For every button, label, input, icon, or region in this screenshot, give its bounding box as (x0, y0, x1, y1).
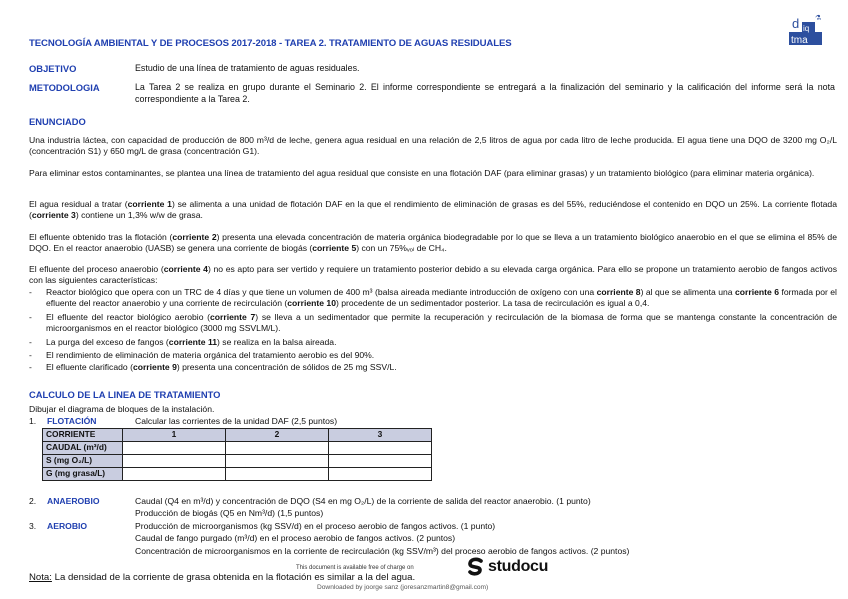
table-row (43, 455, 432, 468)
availability-text: This document is available free of charge on (296, 565, 414, 571)
stream-ref: corriente 3 (31, 210, 76, 221)
flotation-results-table (42, 428, 432, 481)
item-3-number: 3. (29, 521, 37, 531)
item-2-line-1: Caudal (Q4 en m³/d) y concentración de DQO (S4 en mg O₂/L) de la corriente de salida del reactor anaerobio. (1 punto) (135, 496, 591, 506)
table-cell[interactable] (226, 442, 329, 455)
diqtma-logo (789, 12, 822, 45)
logo-corner-glyph: ⚗ (815, 15, 822, 22)
footnote-label: Nota: (29, 572, 52, 583)
logo-mid-letters: iq (803, 24, 810, 33)
item-2-number: 2. (29, 496, 37, 506)
download-attribution: Downloaded by joorge sanz (joresanzmartin8@gmail.com) (317, 584, 489, 591)
metodologia-label: METODOLOGIA (29, 82, 100, 93)
list-item: - Reactor biológico que opera con un TRC de 4 días y que tiene un volumen de 400 m³ (balsa aireada mediante introducción de oxígeno con una corriente 8) al que se alimenta una corriente 6 formada por el efluente del reactor anaerobio y una corriente de recirculación (corriente 10) procedente de un sedimentador posterior. La tasa de recirculación es igual a 0,4. (29, 287, 837, 309)
item-1-number: 1. (29, 416, 37, 426)
table-header-cell: 3 (329, 429, 432, 442)
table-cell[interactable] (123, 468, 226, 481)
stream-ref: corriente 2 (172, 232, 217, 242)
item-2-label: ANAEROBIO (47, 496, 100, 506)
objetivo-label: OBJETIVO (29, 63, 77, 74)
metodologia-text: La Tarea 2 se realiza en grupo durante el Seminario 2. El informe correspondiente se entregará a la finalización del seminario y la calificación del informe será la nota correspondiente a la Tarea 2. (135, 82, 835, 104)
list-item: - El rendimiento de eliminación de materia orgánica del tratamiento aerobio es del 90%. (29, 350, 375, 360)
stream-ref: corriente 5 (312, 243, 357, 254)
logo-top-letter: d (792, 16, 800, 31)
enunciado-heading: ENUNCIADO (29, 116, 86, 127)
stream-ref: corriente 1 (127, 199, 172, 209)
studocu-brand: studocu (488, 558, 549, 575)
logo-bottom-letters: tma (791, 35, 808, 45)
item-3-label: AEROBIO (47, 521, 88, 531)
item-2-line-2: Producción de biogás (Q5 en Nm³/d) (1,5 puntos) (135, 508, 324, 518)
table-row (43, 442, 432, 455)
table-cell[interactable] (329, 442, 432, 455)
table-cell[interactable] (123, 442, 226, 455)
table-cell[interactable] (226, 468, 329, 481)
item-1-label: FLOTACIÓN (47, 416, 97, 426)
document-title: TECNOLOGÍA AMBIENTAL Y DE PROCESOS 2017-2018 - TAREA 2. TRATAMIENTO DE AGUAS RESIDUALES (29, 38, 512, 49)
list-item: - La purga del exceso de fangos (corriente 11) se realiza en la balsa aireada. (29, 337, 337, 347)
table-cell[interactable] (123, 455, 226, 468)
enunciado-paragraph-1: Una industria láctea, con capacidad de producción de 800 m³/d de leche, genera agua residual en una relación de 2,5 litros de agua por cada litro de leche producida. El agua tiene una DQO de 3200 mg O₂/L (concentración S1) y 650 mg/L de grasa (concentración G1). (29, 135, 837, 157)
item-3-line-1: Producción de microorganismos (kg SSV/d) en el proceso aerobio de fangos activos. (1 punto) (135, 521, 496, 531)
calculo-intro: Dibujar el diagrama de bloques de la instalación. (29, 404, 215, 414)
list-item: - El efluente del reactor biológico aerobio (corriente 7) se lleva a un sedimentador que permite la recuperación y recirculación de la biomasa de forma que se mantenga constante la concentración de microorganismos en el reactor biológico (3000 mg SSVLM/L). (29, 312, 837, 334)
objetivo-text: Estudio de una línea de tratamiento de aguas residuales. (135, 63, 360, 73)
item-3-line-3: Concentración de microorganismos en la corriente de recirculación (kg SSV/m³) del proceso aerobio de fangos activos. (2 puntos) (135, 546, 630, 556)
studocu-watermark[interactable] (296, 556, 549, 577)
table-cell[interactable] (329, 468, 432, 481)
table-cell[interactable] (329, 455, 432, 468)
calculo-heading: CALCULO DE LA LINEA DE TRATAMIENTO (29, 389, 221, 400)
table-cell[interactable] (226, 455, 329, 468)
enunciado-paragraph-4: El efluente obtenido tras la flotación (corriente 2) presenta una elevada concentración de materia orgánica biodegradable por lo que se lleva a un tratamiento biológico anaerobio en el que se elimina el 85% de DQO. En el reactor anaerobio (UASB) se genera una corriente de biogás (corriente 5) con un 75%ᵥₒₗ de CH₄. (29, 232, 837, 254)
table-row-label: S (mg O₂/L) (43, 455, 123, 468)
table-row-label: G (mg grasa/L) (43, 468, 123, 481)
list-item: - El efluente clarificado (corriente 9) presenta una concentración de sólidos de 25 mg SSV/L. (29, 362, 397, 372)
table-header-cell: CORRIENTE (43, 429, 123, 442)
enunciado-paragraph-2: Para eliminar estos contaminantes, se plantea una línea de tratamiento del agua residual que consiste en una flotación DAF (para eliminar grasas) y un tratamiento biológico (para eliminar materia orgánica). (29, 168, 815, 178)
enunciado-paragraph-3: El agua residual a tratar (corriente 1) se alimenta a una unidad de flotación DAF en la que el rendimiento de eliminación de grasas es del 55%, reduciéndose el contenido en DQO un 25%. La corriente flotada (corriente 3) contiene un 1,3% w/w de grasa. (29, 199, 837, 221)
footnote (29, 572, 415, 585)
item-1-line: Calcular las corrientes de la unidad DAF (2,5 puntos) (135, 416, 338, 426)
enunciado-paragraph-5: El efluente del proceso anaerobio (corriente 4) no es apto para ser vertido y requiere un tratamiento posterior debido a su elevada carga orgánica. Para ello se propone un tratamiento aerobio de fangos activos con las siguientes características: (29, 264, 838, 286)
table-row-label: CAUDAL (m³/d) (43, 442, 123, 455)
studocu-logo-icon (466, 557, 486, 577)
item-3-line-2: Caudal de fango purgado (m³/d) en el proceso aerobio de fangos activos. (2 puntos) (135, 533, 456, 543)
table-header-cell: 1 (123, 429, 226, 442)
table-header-cell: 2 (226, 429, 329, 442)
table-header-row (43, 429, 432, 442)
table-row (43, 468, 432, 481)
stream-ref: corriente 4 (163, 264, 208, 274)
footnote-text: La densidad de la corriente de grasa obtenida en la flotación es similar a la del agua. (51, 572, 416, 583)
